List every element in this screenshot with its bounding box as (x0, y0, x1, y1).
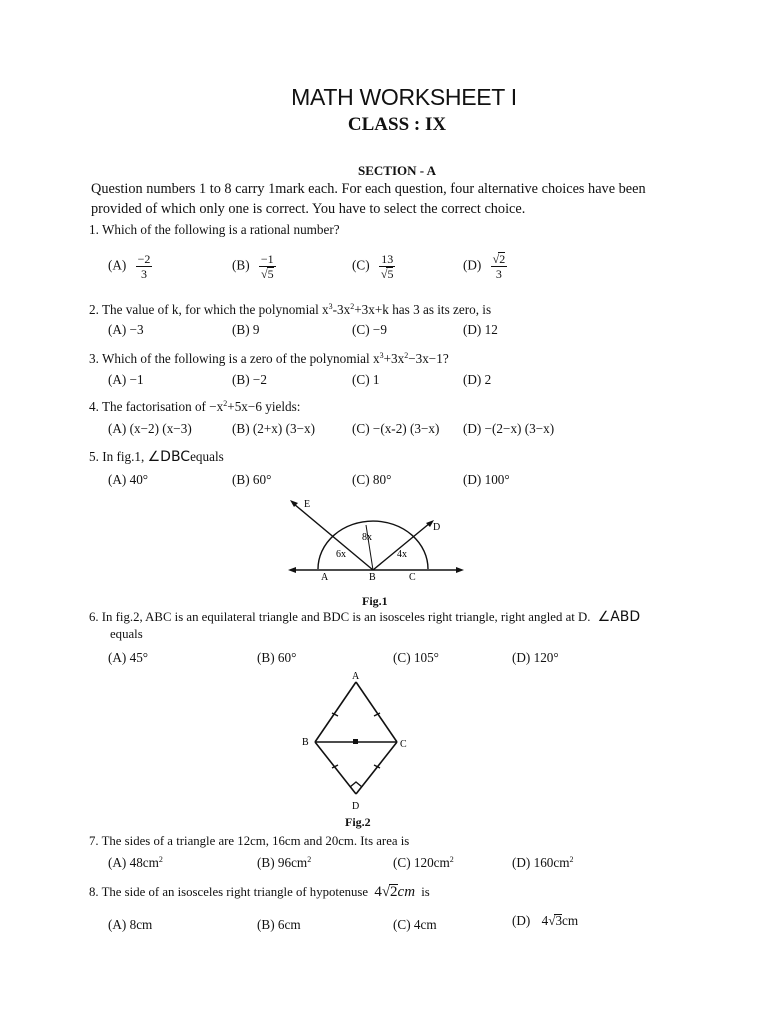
q4-option-a: (A) (x−2) (x−3) (108, 421, 192, 436)
fig1-point-a: A (321, 572, 329, 583)
fig2-tick-bc (353, 739, 358, 744)
q2-option-b: (B) 9 (232, 322, 260, 337)
q3-option-d: (D) 2 (463, 372, 492, 387)
q5-option-a: (A) 40° (108, 472, 149, 487)
intro-line-2: provided of which only one is correct. You have to select the correct choice. (91, 201, 526, 217)
q6-option-d: (D) 120° (512, 650, 559, 665)
q8-option-a: (A) 8cm (108, 917, 153, 932)
question-1: 1. Which of the following is a rational number? (89, 222, 340, 237)
fig1-point-d: D (433, 522, 441, 533)
q4-option-b: (B) (2+x) (3−x) (232, 421, 315, 436)
figure-2 (290, 668, 420, 814)
fig2-side-ab (315, 682, 356, 742)
fig2-caption: Fig.2 (345, 815, 371, 829)
question-5: 5. In fig.1, ∠DBCequals (89, 449, 224, 465)
question-8: 8. The side of an isosceles right triangle of hypotenuse 4√2cm is (89, 884, 430, 900)
q7-option-a: (A) $48cm^2$ (108, 855, 163, 870)
q8-option-d: (D) 4√3cm (512, 913, 579, 928)
question-3: 3. Which of the following is a zero of the polynomial $x^3+3x^2-3x-1$? (89, 351, 449, 366)
q7-option-c: (C) $120cm^2$ (393, 855, 454, 870)
fig1-caption: Fig.1 (362, 594, 388, 608)
q7-option-d: (D) $160cm^2$ (512, 855, 574, 870)
fig1-point-b: B (369, 572, 376, 583)
q8-option-b: (B) 6cm (257, 917, 301, 932)
fig1-point-c: C (409, 572, 416, 583)
question-7: 7. The sides of a triangle are 12cm, 16cm and 20cm. Its area is (89, 834, 410, 848)
figure-1 (280, 490, 480, 590)
q5-option-d: (D) 100° (463, 472, 510, 487)
angle-abd: ∠ABD (597, 609, 641, 625)
q2-option-d: (D) 12 (463, 322, 498, 337)
q6-option-b: (B) 60° (257, 650, 297, 665)
intro-line-1: Question numbers 1 to 8 carry 1mark each. For each question, four alternative choices have been (91, 181, 646, 197)
q1-option-b: (B) $\frac{-1}{√5}$ (232, 252, 274, 281)
q4-option-c: (C) −(x-2) (3−x) (352, 421, 440, 436)
fig2-point-d: D (352, 801, 360, 812)
q2-option-c: (C) −9 (352, 322, 387, 337)
fig2-point-c: C (400, 739, 407, 750)
fig1-arrow-left (288, 567, 296, 573)
fig2-side-bd (315, 742, 356, 794)
question-4: 4. The factorisation of $-x^2+5x-6$ yields: (89, 399, 301, 414)
angle-dbc: ∠DBC (147, 449, 191, 465)
q7-option-b: (B) $96cm^2$ (257, 855, 312, 870)
q8-option-c: (C) 4cm (393, 917, 437, 932)
hypotenuse-value: 4√2cm (374, 884, 416, 900)
fig1-point-e: E (304, 499, 311, 510)
fig2-right-angle-mark (350, 782, 362, 787)
question-6-line-2: equals (110, 627, 143, 641)
q1-option-c: (C) $\frac{13}{√5}$ (352, 252, 394, 281)
fig1-angle-8x: 8x (362, 532, 372, 543)
q6-option-c: (C) 105° (393, 650, 439, 665)
class-label: CLASS : IX (347, 114, 447, 135)
q8-option-d-value: 4√3cm (541, 913, 579, 928)
fig2-side-ac (356, 682, 397, 742)
q5-option-b: (B) 60° (232, 472, 272, 487)
q5-option-c: (C) 80° (352, 472, 392, 487)
q6-option-a: (A) 45° (108, 650, 149, 665)
fig2-point-b: B (302, 737, 309, 748)
q3-option-b: (B) −2 (232, 372, 267, 387)
q3-option-c: (C) 1 (352, 372, 380, 387)
q1-option-d: (D) $\frac{√2}{3}$ (463, 252, 506, 281)
section-heading: SECTION - A (357, 163, 437, 178)
fig1-arc (318, 521, 428, 569)
worksheet-title: MATH WORKSHEET I (291, 84, 517, 110)
fig2-point-a: A (352, 671, 360, 682)
question-6: 6. In fig.2, ABC is an equilateral triangle and BDC is an isosceles right triangle, right angled at D. ∠ABD (89, 609, 641, 625)
question-2: 2. The value of k, for which the polynomial $x^3-3x^2+3x+k$ has 3 as its zero, is (89, 302, 492, 317)
fig1-angle-6x: 6x (336, 549, 346, 560)
q3-option-a: (A) −1 (108, 372, 144, 387)
fig1-arrow-right (456, 567, 464, 573)
q1-option-a: (A) $\frac{-2}{3}$ (108, 252, 151, 281)
q4-option-d: (D) −(2−x) (3−x) (463, 421, 555, 436)
q2-option-a: (A) −3 (108, 322, 144, 337)
fig2-side-cd (356, 742, 397, 794)
fig1-angle-4x: 4x (397, 549, 407, 560)
